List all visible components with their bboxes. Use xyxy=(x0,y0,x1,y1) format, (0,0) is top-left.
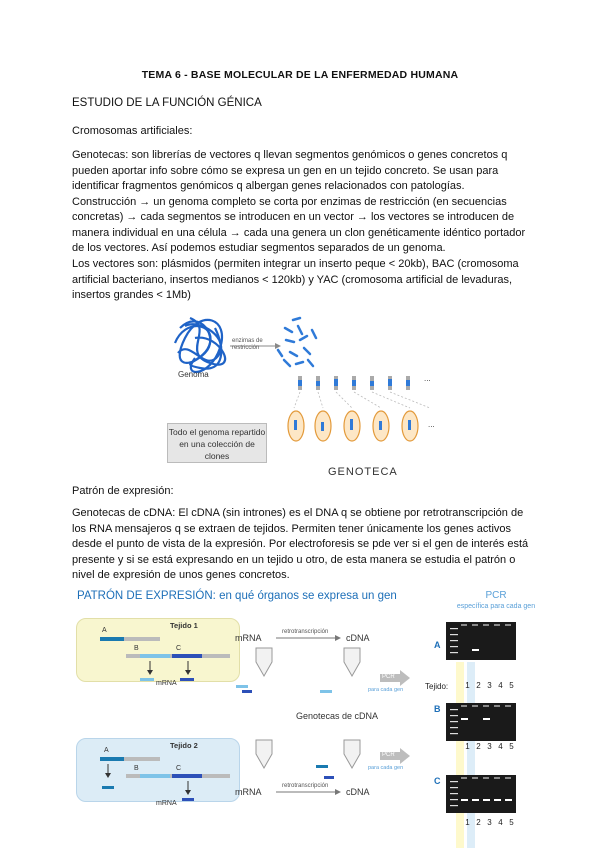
lane-number: 3 xyxy=(487,742,492,751)
mrna-small-2: mRNA xyxy=(156,800,177,807)
tissue1-dna xyxy=(100,637,230,681)
gene-c-label-1: C xyxy=(176,645,182,652)
genoma-label: Genoma xyxy=(178,370,209,379)
pcr-arrow-label-1: PCR xyxy=(382,674,395,680)
retro-label-1: retrotranscripción xyxy=(282,629,329,635)
lane-number: 1 xyxy=(465,742,470,751)
lane-number: 2 xyxy=(476,742,481,751)
lane-number: 4 xyxy=(498,818,503,827)
paragraph-vectores: Los vectores son: plásmidos (permiten integrar un inserto peque < 20kb), BAC (cromosoma artificial bacteriano, insertos medianos < 120kb) y YAC (cromosoma artificial de levaduras, insertos grandes < 1Mb) xyxy=(72,258,519,301)
connector-lines xyxy=(294,392,430,408)
gel-c xyxy=(446,775,516,813)
pcr-title: PCR xyxy=(485,590,507,601)
subsection-heading: Cromosomas artificiales: xyxy=(72,125,193,137)
lane-number: 3 xyxy=(487,818,492,827)
enzyme-label: enzimas de restricción xyxy=(232,338,263,351)
section-heading: ESTUDIO DE LA FUNCIÓN GÉNICA xyxy=(72,97,262,109)
lane-number: 3 xyxy=(487,681,492,690)
paragraph-genotecas: Genotecas: son librerías de vectores q llevan segmentos genómicos o genes concretos q pueden aportar info sobre cómo se expresa un gen en un tejido concreto. Se usan para identificar fragmentos genómicos q albergan genes relacionados con patologías. Construcción → un genoma completo se corta por enzimas de restricción (en secuencias concretas) → cada segmentos se introducen en un vector → los vectores se introducen de manera individual en una célula → cada una genera un clon genéticamente idéntico portador de los vectores. Así podemos estudiar segmentos separados de un genoma. xyxy=(72,149,526,254)
lane-number: 2 xyxy=(476,818,481,827)
cdna-label-1: cDNA xyxy=(346,633,370,643)
gel-c-letter: C xyxy=(434,776,441,786)
gel-b-letter: B xyxy=(434,704,441,714)
tejido2-label: Tejido 2 xyxy=(170,741,198,750)
gel-c-bands xyxy=(446,775,516,813)
lane-number: 5 xyxy=(509,742,514,751)
gene-b-label-1: B xyxy=(134,645,139,652)
lane-number: 1 xyxy=(465,818,470,827)
lane-number: 5 xyxy=(509,681,514,690)
mrna-label-2: mRNA xyxy=(235,787,262,797)
lane-numbers-b xyxy=(462,742,517,751)
pcr-arrow-label-2: PCR xyxy=(382,752,395,758)
gel-b-bands xyxy=(446,703,516,741)
subsection-heading-2: Patrón de expresión: xyxy=(72,485,174,497)
tissue2-dna xyxy=(100,757,230,801)
clone-row xyxy=(288,411,418,441)
lane-number: 4 xyxy=(498,742,503,751)
tejido-lanes-label: Tejido: xyxy=(425,682,449,691)
lane-numbers-a xyxy=(462,681,517,690)
tubes xyxy=(256,648,360,768)
lane-number: 4 xyxy=(498,681,503,690)
genome-tangle xyxy=(175,318,225,372)
vector-row xyxy=(298,376,410,390)
figure-title: PATRÓN DE EXPRESIÓN: en qué órganos se expresa un gen xyxy=(77,590,397,602)
mrna-label-1: mRNA xyxy=(235,633,262,643)
pcr-arrow-sub-1: para cada gen xyxy=(368,687,404,693)
gene-a-label-2: A xyxy=(104,747,109,754)
pcr-arrow-sub-2: para cada gen xyxy=(368,765,404,771)
gel-a-letter: A xyxy=(434,640,441,650)
gel-b xyxy=(446,703,516,741)
tejido1-label: Tejido 1 xyxy=(170,621,198,630)
pcr-subtitle: específica para cada gen xyxy=(456,603,536,610)
mrna-small-1: mRNA xyxy=(156,680,177,687)
genoteca-label: GENOTECA xyxy=(328,466,398,478)
lane-number: 5 xyxy=(509,818,514,827)
gene-c-label-2: C xyxy=(176,765,182,772)
ellipsis-bottom: ... xyxy=(428,420,435,429)
gel-a xyxy=(446,622,516,660)
retro-label-2: retrotranscripción xyxy=(282,783,329,789)
genome-fragments xyxy=(278,318,316,366)
gene-b-label-2: B xyxy=(134,765,139,772)
lane-numbers-c xyxy=(462,818,517,827)
ellipsis-top: ... xyxy=(424,374,431,383)
gel-a-bands xyxy=(446,622,516,660)
genotecas-cdna-label: Genotecas de cDNA xyxy=(296,711,379,721)
genome-collection-box: Todo el genoma repartido en una colección de clones xyxy=(167,423,267,463)
paragraph-cdna: Genotecas de cDNA: El cDNA (sin intrones) es el DNA q se obtiene por retrotranscripción de los RNA mensajeros q se extraen de tejidos. Permiten tener únicamente los genes activos desde el punto de vista de la expresión. Por electroforesis se pde ver si el gen de interés está presente y si se está expresando en un tejido u otro, de esta manera se estudia el patrón o nivel de expresión de unos genes concretos. xyxy=(72,507,529,581)
lane-number: 2 xyxy=(476,681,481,690)
document-title: TEMA 6 - BASE MOLECULAR DE LA ENFERMEDAD HUMANA xyxy=(141,69,459,81)
genoteca-figure xyxy=(160,308,460,483)
gene-a-label-1: A xyxy=(102,627,107,634)
lane-number: 1 xyxy=(465,681,470,690)
expression-pattern-figure xyxy=(70,590,550,848)
cdna-label-2: cDNA xyxy=(346,787,370,797)
